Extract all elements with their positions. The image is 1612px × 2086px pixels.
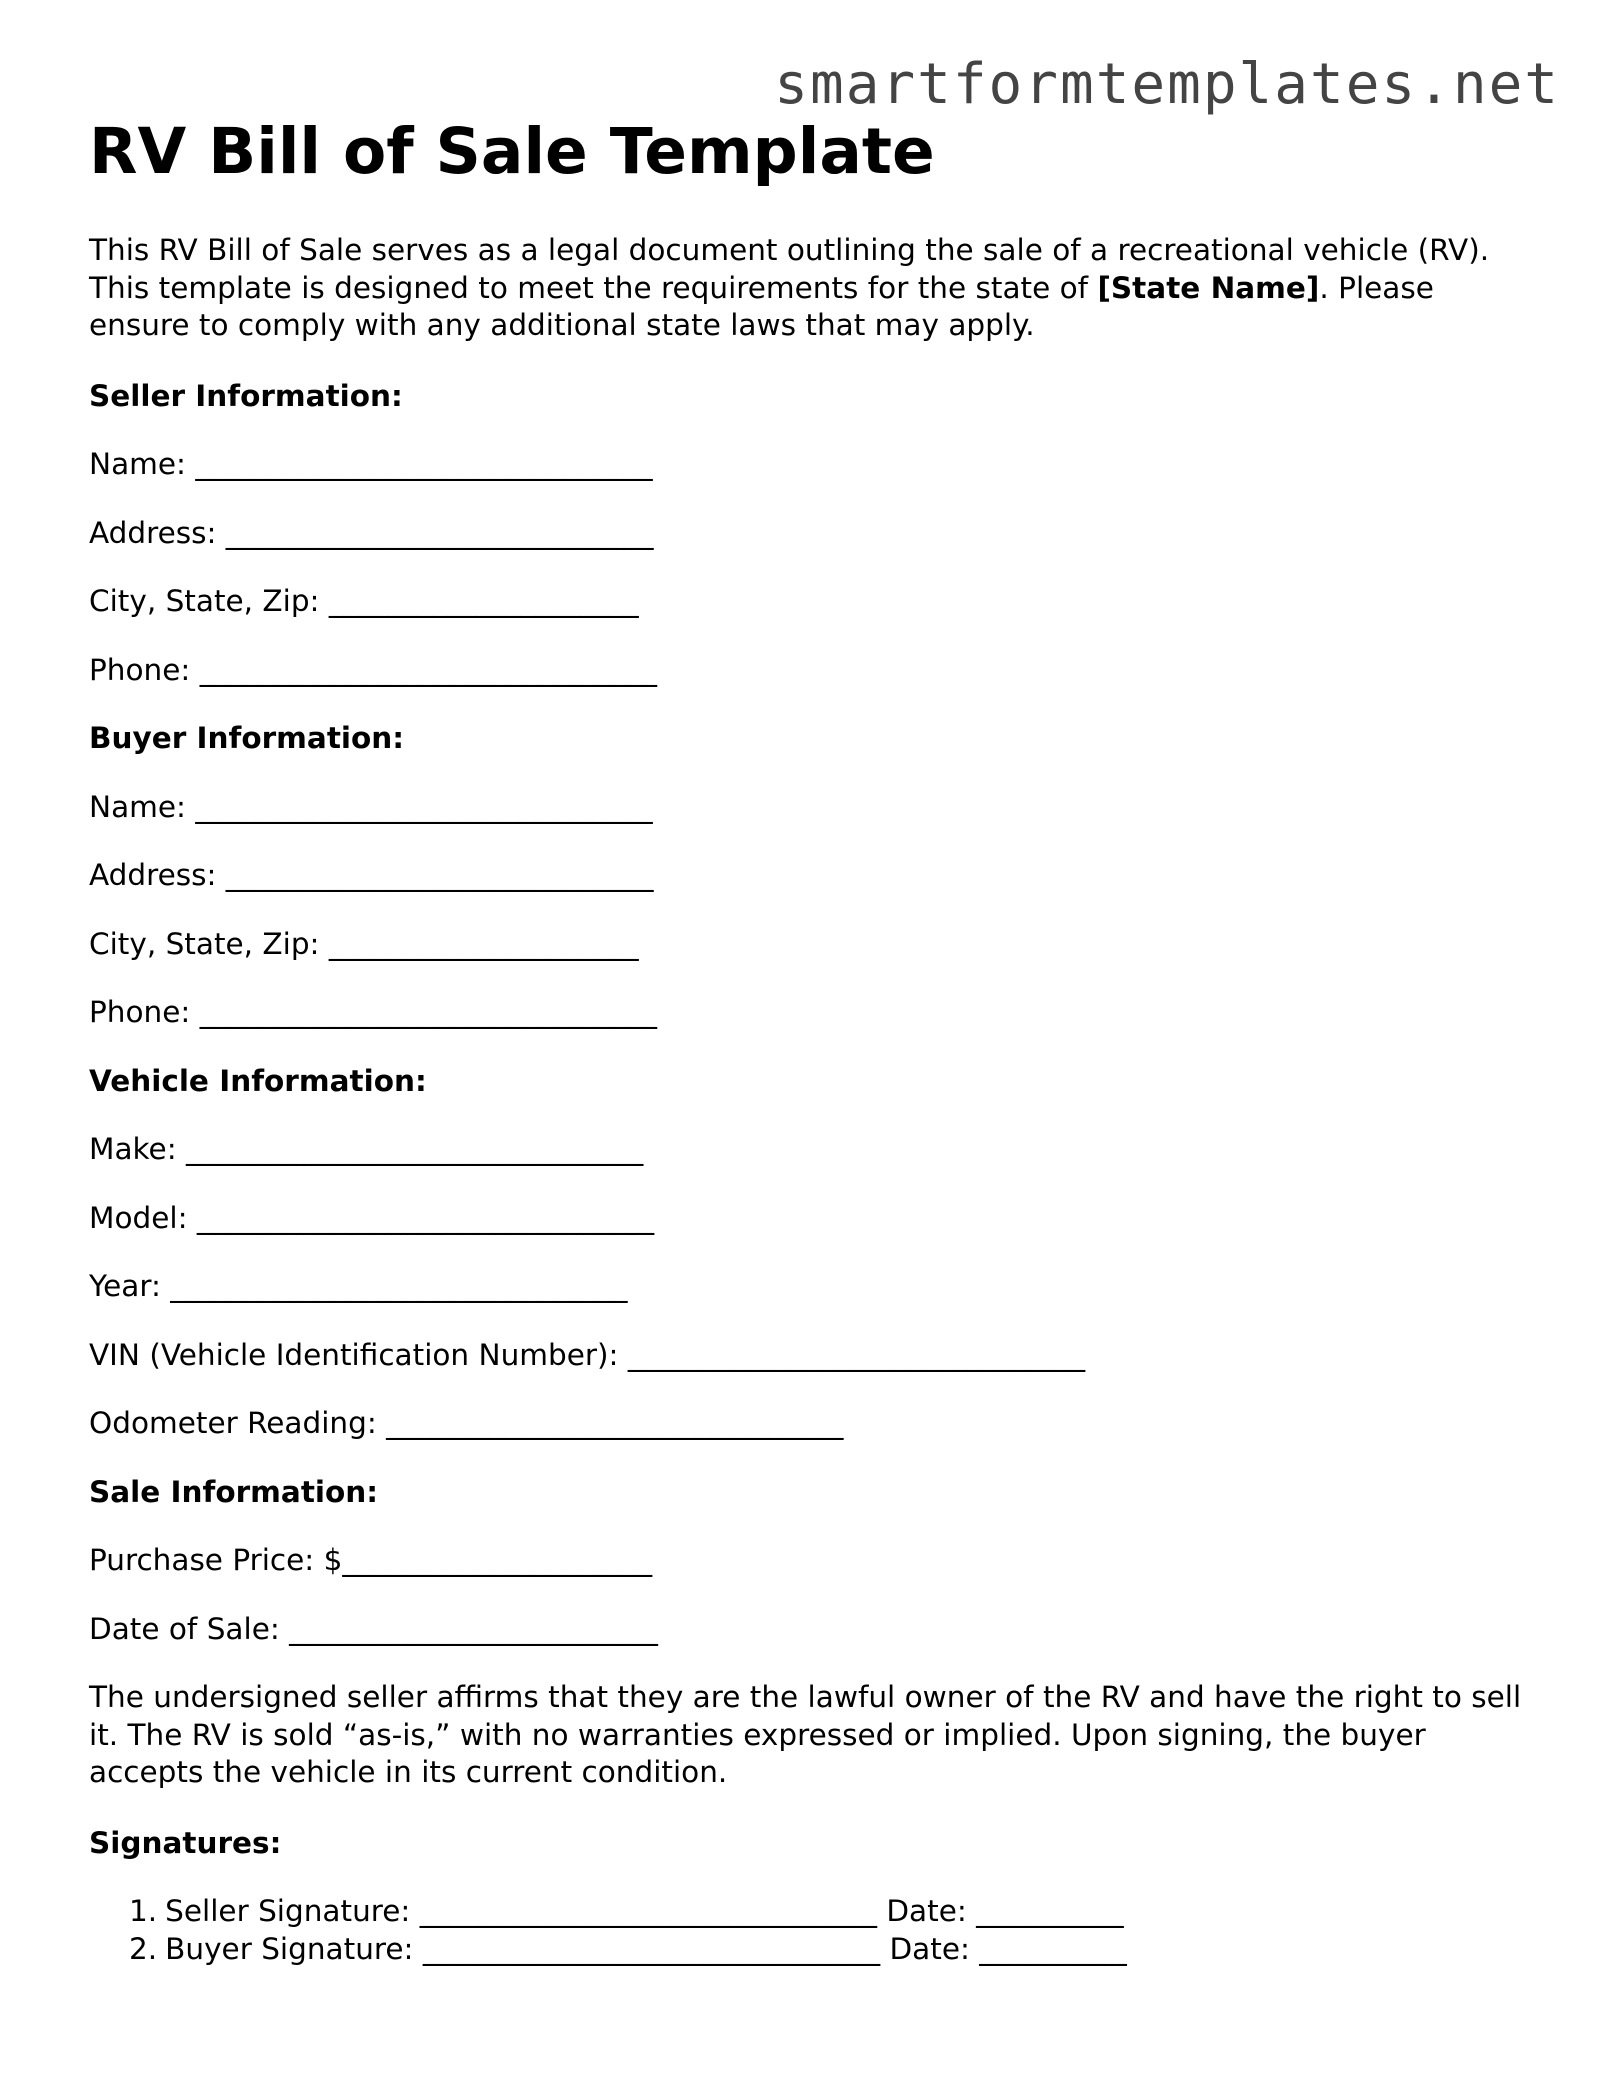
sale-heading: Sale Information:: [89, 1474, 379, 1509]
vehicle-odometer-field[interactable]: Odometer Reading: _______________________________: [89, 1406, 844, 1440]
sale-price-field[interactable]: Purchase Price: $_____________________: [89, 1543, 653, 1577]
list-number: 1.: [129, 1894, 158, 1928]
buyer-heading: Buyer Information:: [89, 721, 405, 755]
sale-date-field[interactable]: Date of Sale: _________________________: [89, 1611, 658, 1646]
buyer-signature-text: Buyer Signature: _______________________________ Date: __________: [165, 1931, 1127, 1966]
intro-text-before: This RV Bill of Sale serves as a legal document outlining the sale of a recreational vehicle (RV). This template is designed to meet the requirements for the state of: [89, 233, 1490, 305]
seller-city-field[interactable]: City, State, Zip: _____________________: [89, 584, 639, 618]
intro-text-after: . Please ensure to comply with any additional state laws that may apply.: [89, 270, 1434, 342]
vehicle-year-field[interactable]: Year: _______________________________: [89, 1269, 628, 1303]
intro-paragraph: [89, 232, 1529, 345]
watermark: smartformtemplates.net: [774, 52, 1560, 117]
vehicle-make-field[interactable]: Make: _______________________________: [89, 1132, 644, 1166]
page-title: RV Bill of Sale Template: [89, 115, 935, 188]
seller-phone-field[interactable]: Phone: _______________________________: [89, 652, 657, 687]
buyer-address-field[interactable]: Address: _____________________________: [89, 858, 654, 892]
signature-list: [89, 1893, 1529, 1968]
seller-signature-line[interactable]: [129, 1893, 1529, 1931]
closing-paragraph: The undersigned seller affirms that they are the lawful owner of the RV and have the right to sell it. The RV is sold “as-is,” with no warranties expressed or implied. Upon signing, the buyer accepts the vehicle in its current condition.: [89, 1680, 1522, 1789]
seller-address-field[interactable]: Address: _____________________________: [89, 515, 654, 550]
buyer-city-field[interactable]: City, State, Zip: _____________________: [89, 926, 639, 961]
buyer-signature-line[interactable]: [129, 1931, 1529, 1969]
state-name-placeholder: [State Name]: [1097, 270, 1320, 305]
seller-name-field[interactable]: Name: _______________________________: [89, 447, 653, 481]
vehicle-model-field[interactable]: Model: _______________________________: [89, 1200, 655, 1235]
buyer-phone-field[interactable]: Phone: _______________________________: [89, 995, 657, 1029]
seller-signature-text: Seller Signature: _______________________________ Date: __________: [165, 1894, 1124, 1928]
seller-heading: Seller Information:: [89, 378, 403, 413]
list-number: 2.: [129, 1931, 158, 1966]
vehicle-heading: Vehicle Information:: [89, 1063, 427, 1098]
signatures-heading: Signatures:: [89, 1825, 282, 1860]
vehicle-vin-field[interactable]: VIN (Vehicle Identification Number): _______________________________: [89, 1337, 1086, 1372]
buyer-name-field[interactable]: Name: _______________________________: [89, 789, 653, 824]
document: [89, 116, 1529, 1968]
